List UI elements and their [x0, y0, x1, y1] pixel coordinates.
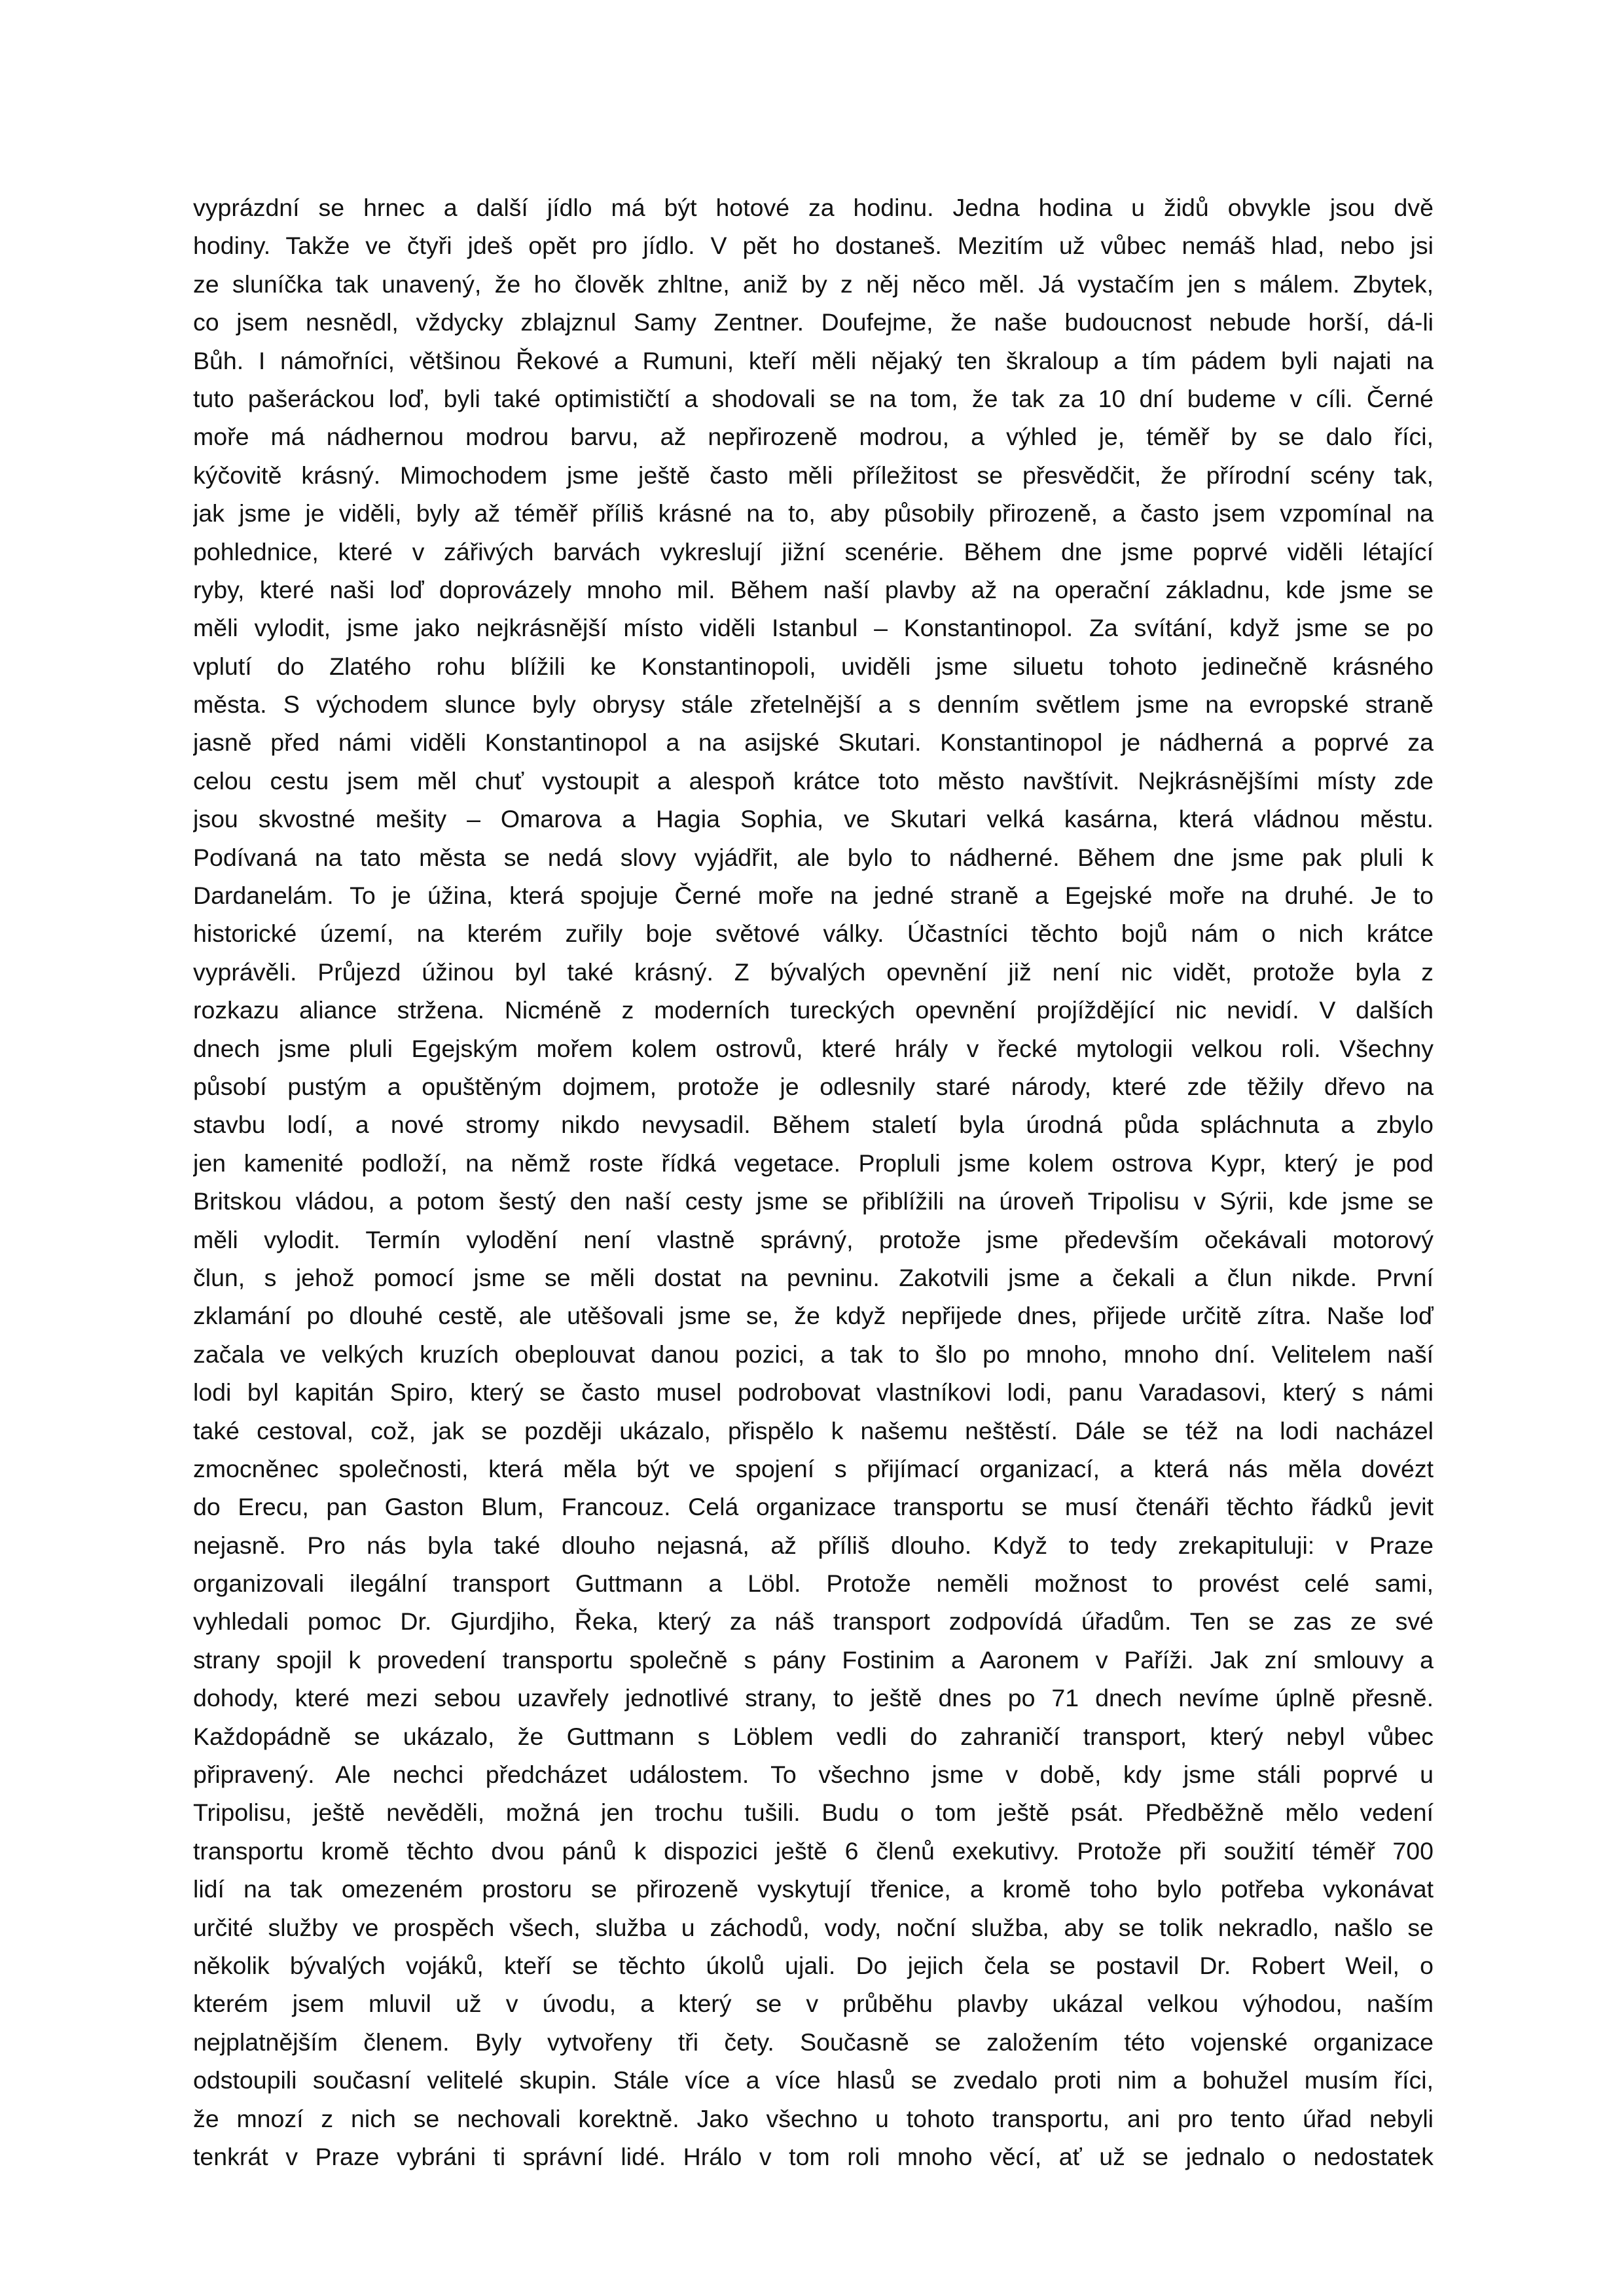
text-line: Podívaná na tato města se nedá slovy vyjádřit, ale bylo to nádherné. Během dne jsme pak pluli k — [193, 843, 1434, 871]
text-line: vyprázdní se hrnec a další jídlo má být hotové za hodinu. Jedna hodina u židů obvykle jsou dvě — [193, 194, 1434, 221]
text-line: hodiny. Takže ve čtyři jdeš opět pro jídlo. V pět ho dostaneš. Mezitím už vůbec nemáš hlad, nebo jsi — [193, 232, 1434, 260]
text-line: jak jsme je viděli, byly až téměř příliš krásné na to, aby působily přirozeně, a často jsem vzpomínal na — [193, 499, 1434, 528]
text-line: jsou skvostné mešity – Omarova a Hagia Sophia, ve Skutari velká kasárna, která vládnou městu. — [193, 805, 1434, 833]
text-line: jen kamenité podloží, na němž roste řídká vegetace. Propluli jsme kolem ostrova Kypr, který je pod — [193, 1149, 1434, 1177]
text-line: do Erecu, pan Gaston Blum, Francouz. Celá organizace transportu se musí čtenáři těchto řádků jevit — [193, 1493, 1434, 1521]
text-line: několik bývalých vojáků, kteří se těchto úkolů ujali. Do jejich čela se postavil Dr. Robert Weil, o — [193, 1951, 1434, 1979]
text-line: celou cestu jsem měl chuť vystoupit a alespoň krátce toto město navštívit. Nejkrásnějšími místy zde — [193, 766, 1434, 795]
text-line: ryby, které naši loď doprovázely mnoho mil. Během naší plavby až na operační základnu, kde jsme se — [193, 575, 1434, 603]
text-line: tenkrát v Praze vybráni ti správní lidé. Hrálo v tom roli mnoho věcí, ať už se jednalo o nedostatek — [193, 2142, 1434, 2170]
text-line: moře má nádhernou modrou barvu, až nepřirozeně modrou, a výhled je, téměř by se dalo říci, — [193, 423, 1434, 451]
text-line: zmocněnec společnosti, která měla být ve spojení s přijímací organizací, a která nás měla dovézt — [193, 1454, 1434, 1482]
text-line: rozkazu aliance stržena. Nicméně z moderních tureckých opevnění projíždějící nic nevidí. V dalších — [193, 996, 1434, 1024]
text-line: organizovali ilegální transport Guttmann a Löbl. Protože neměli možnost to provést celé sami, — [193, 1570, 1434, 1598]
text-line: pohlednice, které v zářivých barvách vykreslují jižní scenérie. Během dne jsme poprvé viděli létající — [193, 537, 1434, 565]
text-line: odstoupili současní velitelé skupin. Stále více a více hlasů se zvedalo proti nim a bohužel musím říci, — [193, 2066, 1434, 2094]
text-line: kýčovitě krásný. Mimochodem jsme ještě často měli příležitost se přesvědčit, že přírodní scény tak, — [193, 461, 1434, 489]
text-line: Každopádně se ukázalo, že Guttmann s Löblem vedli do zahraničí transport, který nebyl vůbec — [193, 1722, 1434, 1750]
text-line: zklamání po dlouhé cestě, ale utěšovali jsme se, že když nepřijede dnes, přijede určitě zítra. Naše loď — [193, 1302, 1434, 1330]
text-line: stavbu lodí, a nové stromy nikdo nevysadil. Během staletí byla úrodná půda spláchnuta a zbylo — [193, 1111, 1434, 1139]
text-line: co jsem nesnědl, vždycky zblajznul Samy Zentner. Doufejme, že naše budoucnost nebude horší, dá-li — [193, 308, 1434, 336]
text-line: začala ve velkých kruzích obeplouvat danou pozici, a tak to šlo po mnoho, mnoho dní. Velitelem naší — [193, 1340, 1434, 1368]
text-line: historické území, na kterém zuřily boje světové války. Účastníci těchto bojů nám o nich krátce — [193, 920, 1434, 948]
text-line: lodi byl kapitán Spiro, který se často musel podrobovat vlastníkovi lodi, panu Varadasovi, který s námi — [193, 1378, 1434, 1407]
text-line: Britskou vládou, a potom šestý den naší cesty jsme se přiblížili na úroveň Tripolisu v Sýrii, kde jsme se — [193, 1187, 1434, 1215]
text-line: vplutí do Zlatého rohu blížili ke Konstantinopoli, uviděli jsme siluetu tohoto jedinečně krásného — [193, 652, 1434, 680]
text-line: kterém jsem mluvil už v úvodu, a který se v průběhu plavby ukázal velkou výhodou, naším — [193, 1990, 1434, 2018]
text-line: vyhledali pomoc Dr. Gjurdjiho, Řeka, který za náš transport zodpovídá úřadům. Ten se zas ze své — [193, 1607, 1434, 1636]
text-line: určité služby ve prospěch všech, služba u záchodů, vody, noční služba, aby se tolik nekradlo, našlo se — [193, 1913, 1434, 1941]
text-line: dnech jsme pluli Egejským mořem kolem ostrovů, které hrály v řecké mytologii velkou roli. Všechny — [193, 1034, 1434, 1062]
text-line: transportu kromě těchto dvou pánů k dispozici ještě 6 členů exekutivy. Protože při soužití téměř 700 — [193, 1837, 1434, 1865]
text-line: dohody, které mezi sebou uzavřely jednotlivé strany, to ještě dnes po 71 dnech nevíme úplně přesně. — [193, 1684, 1434, 1712]
text-line: Dardanelám. To je úžina, která spojuje Černé moře na jedné straně a Egejské moře na druhé. Je to — [193, 882, 1434, 910]
text-line: působí pustým a opuštěným dojmem, protože je odlesnily staré národy, které zde těžily dřevo na — [193, 1072, 1434, 1100]
text-line: člun, s jehož pomocí jsme se měli dostat na pevninu. Zakotvili jsme a čekali a člun nikde. První — [193, 1263, 1434, 1291]
text-line: jasně před námi viděli Konstantinopol a na asijské Skutari. Konstantinopol je nádherná a poprvé za — [193, 728, 1434, 757]
text-line: města. S východem slunce byly obrysy stále zřetelnější a s denním světlem jsme na evropské straně — [193, 691, 1434, 719]
text-line: připravený. Ale nechci předcházet událostem. To všechno jsme v době, kdy jsme stáli poprvé u — [193, 1761, 1434, 1789]
text-line: ze sluníčka tak unavený, že ho člověk zhltne, aniž by z něj něco měl. Já vystačím jen s málem. Zbytek, — [193, 270, 1434, 298]
text-line: lidí na tak omezeném prostoru se přirozeně vyskytují třenice, a kromě toho bylo potřeba vykonávat — [193, 1875, 1434, 1903]
text-line: strany spojil k provedení transportu společně s pány Fostinim a Aaronem v Paříži. Jak zní smlouvy a — [193, 1645, 1434, 1674]
text-line: nejplatnějším členem. Byly vytvořeny tři čety. Současně se založením této vojenské organizace — [193, 2028, 1434, 2056]
text-line: vyprávěli. Průjezd úžinou byl také krásný. Z bývalých opevnění již není nic vidět, protože byla z — [193, 958, 1434, 986]
text-line: tuto pašeráckou loď, byli také optimističtí a shodovali se na tom, že tak za 10 dní budeme v cíli. Černé — [193, 384, 1434, 412]
text-line: Bůh. I námořníci, většinou Řekové a Rumuni, kteří měli nějaký ten škraloup a tím pádem byli najati na — [193, 346, 1434, 374]
text-line: měli vylodit, jsme jako nejkrásnější místo viděli Istanbul – Konstantinopol. Za svítání, když jsme se po — [193, 614, 1434, 642]
text-line: měli vylodit. Termín vylodění není vlastně správný, protože jsme především očekávali motorový — [193, 1225, 1434, 1253]
body-text — [193, 188, 1434, 2176]
text-line: také cestoval, což, jak se později ukázalo, přispělo k našemu neštěstí. Dále se též na lodi nacházel — [193, 1416, 1434, 1444]
text-line: že mnozí z nich se nechovali korektně. Jako všechno u tohoto transportu, ani pro tento úřad nebyli — [193, 2104, 1434, 2132]
text-line: Tripolisu, ještě nevěděli, možná jen trochu tušili. Budu o tom ještě psát. Předběžně mělo vedení — [193, 1799, 1434, 1827]
text-line: nejasně. Pro nás byla také dlouho nejasná, až příliš dlouho. Když to tedy zrekapituluji: v Praze — [193, 1531, 1434, 1559]
